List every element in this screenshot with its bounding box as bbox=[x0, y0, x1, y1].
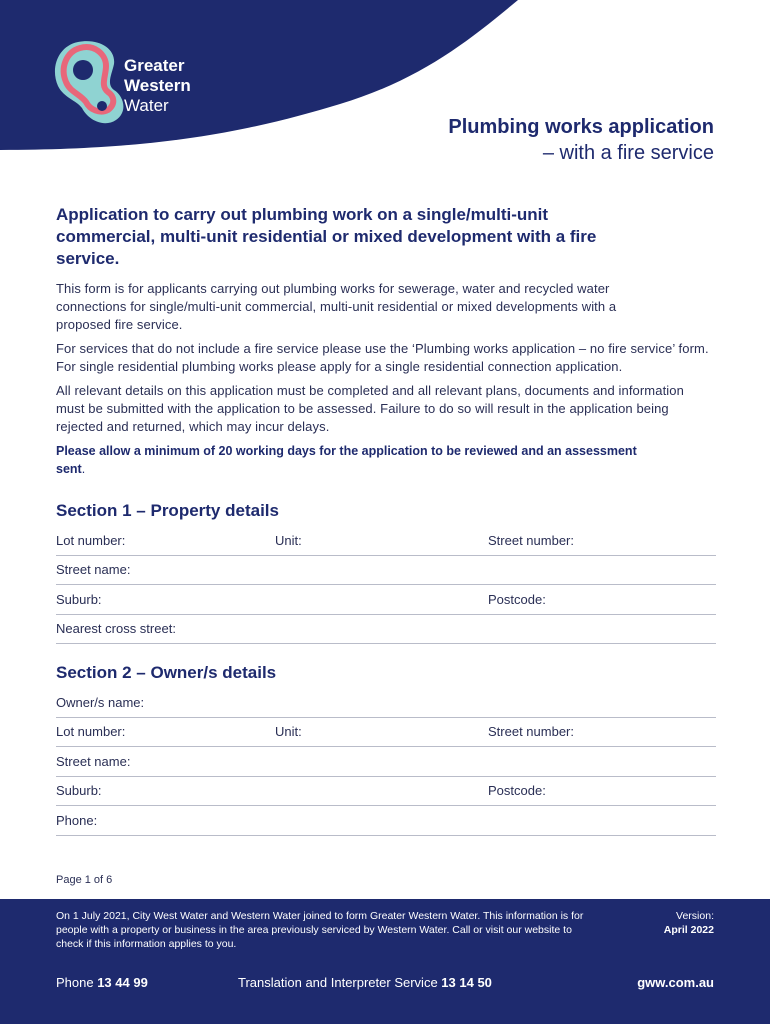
s1-street-name-field[interactable]: Street name: bbox=[56, 562, 131, 578]
version-label: Version: bbox=[676, 910, 714, 922]
s2-unit-field[interactable]: Unit: bbox=[275, 724, 302, 740]
title-subtitle: – with a fire service bbox=[542, 142, 714, 164]
logo-line-greater: Greater bbox=[124, 56, 185, 75]
tis-number[interactable]: 13 14 50 bbox=[441, 975, 492, 990]
footer-phone bbox=[56, 975, 148, 990]
processing-time-note-bold: Please allow a minimum of 20 working days for the application to be reviewed and an assessment sent bbox=[56, 444, 637, 476]
intro-paragraph-1: This form is for applicants carrying out plumbing works for sewerage, water and recycled water connections for single/multi-unit commercial, multi-unit residential or mixed developments with a proposed fire service. bbox=[56, 281, 617, 332]
tis-label: Translation and Interpreter Service bbox=[238, 975, 442, 990]
section-1-row-suburb bbox=[56, 585, 716, 615]
s2-street-name-field[interactable]: Street name: bbox=[56, 753, 131, 769]
intro-paragraph-3: All relevant details on this application must be completed and all relevant plans, documents and information must be submitted with the application to be assessed. Failure to do so will result in the application being rejected and returned, which may incur delays. bbox=[56, 383, 684, 434]
s1-postcode-field[interactable]: Postcode: bbox=[488, 591, 546, 607]
section-1-row-address-numbers bbox=[56, 526, 716, 556]
s2-postcode-field[interactable]: Postcode: bbox=[488, 783, 546, 799]
s2-phone-field[interactable]: Phone: bbox=[56, 812, 98, 828]
processing-time-note bbox=[56, 442, 656, 478]
s1-lot-number-field[interactable]: Lot number: bbox=[56, 532, 126, 548]
section-2-row-owner-name bbox=[56, 688, 716, 718]
footer bbox=[0, 899, 770, 1024]
s1-nearest-cross-street-field[interactable]: Nearest cross street: bbox=[56, 621, 176, 637]
s1-suburb-field[interactable]: Suburb: bbox=[56, 591, 102, 607]
s2-suburb-field[interactable]: Suburb: bbox=[56, 783, 102, 799]
footer-interpreter-service bbox=[238, 975, 492, 990]
section-2-row-address-numbers bbox=[56, 718, 716, 748]
section-1-title: Section 1 – Property details bbox=[56, 501, 279, 520]
form-content bbox=[56, 204, 716, 836]
section-2-title: Section 2 – Owner/s details bbox=[56, 663, 277, 682]
phone-label: Phone bbox=[56, 975, 98, 990]
logo-wordmark bbox=[124, 56, 191, 116]
section-2-row-suburb bbox=[56, 777, 716, 807]
footer-contacts bbox=[56, 975, 714, 991]
section-2-row-phone bbox=[56, 806, 716, 836]
footer-version bbox=[664, 909, 714, 937]
footer-website-link[interactable]: gww.com.au bbox=[637, 975, 714, 990]
logo-line-western: Western bbox=[124, 76, 191, 95]
footer-merger-note: On 1 July 2021, City West Water and Western Water joined to form Greater Western Water. This information is for people with a property or business in the area previously serviced by Western Water. Call or visit our website to check if this information applies to you. bbox=[56, 910, 584, 950]
version-value: April 2022 bbox=[663, 924, 714, 936]
section-2-row-street-name bbox=[56, 747, 716, 777]
s1-unit-field[interactable]: Unit: bbox=[275, 532, 302, 548]
processing-time-note-end: . bbox=[81, 462, 86, 476]
s2-lot-number-field[interactable]: Lot number: bbox=[56, 724, 126, 740]
page-number: Page 1 of 6 bbox=[56, 874, 113, 886]
section-1-row-cross-street bbox=[56, 615, 716, 645]
title-main: Plumbing works application bbox=[448, 116, 714, 138]
intro-heading: Application to carry out plumbing work on a single/multi-unit commercial, multi-unit residential or mixed development with a fire service. bbox=[56, 205, 597, 268]
intro-paragraph-2: For services that do not include a fire service please use the ‘Plumbing works application – no fire service’ form. For single residential plumbing works please apply for a single residential connection application. bbox=[56, 341, 709, 374]
s2-owner-name-field[interactable]: Owner/s name: bbox=[56, 694, 145, 710]
s2-street-number-field[interactable]: Street number: bbox=[488, 724, 574, 740]
s1-street-number-field[interactable]: Street number: bbox=[488, 532, 574, 548]
document-title bbox=[448, 114, 714, 166]
logo-line-water: Water bbox=[124, 96, 169, 115]
phone-number[interactable]: 13 44 99 bbox=[97, 975, 148, 990]
section-1-row-street-name bbox=[56, 556, 716, 586]
